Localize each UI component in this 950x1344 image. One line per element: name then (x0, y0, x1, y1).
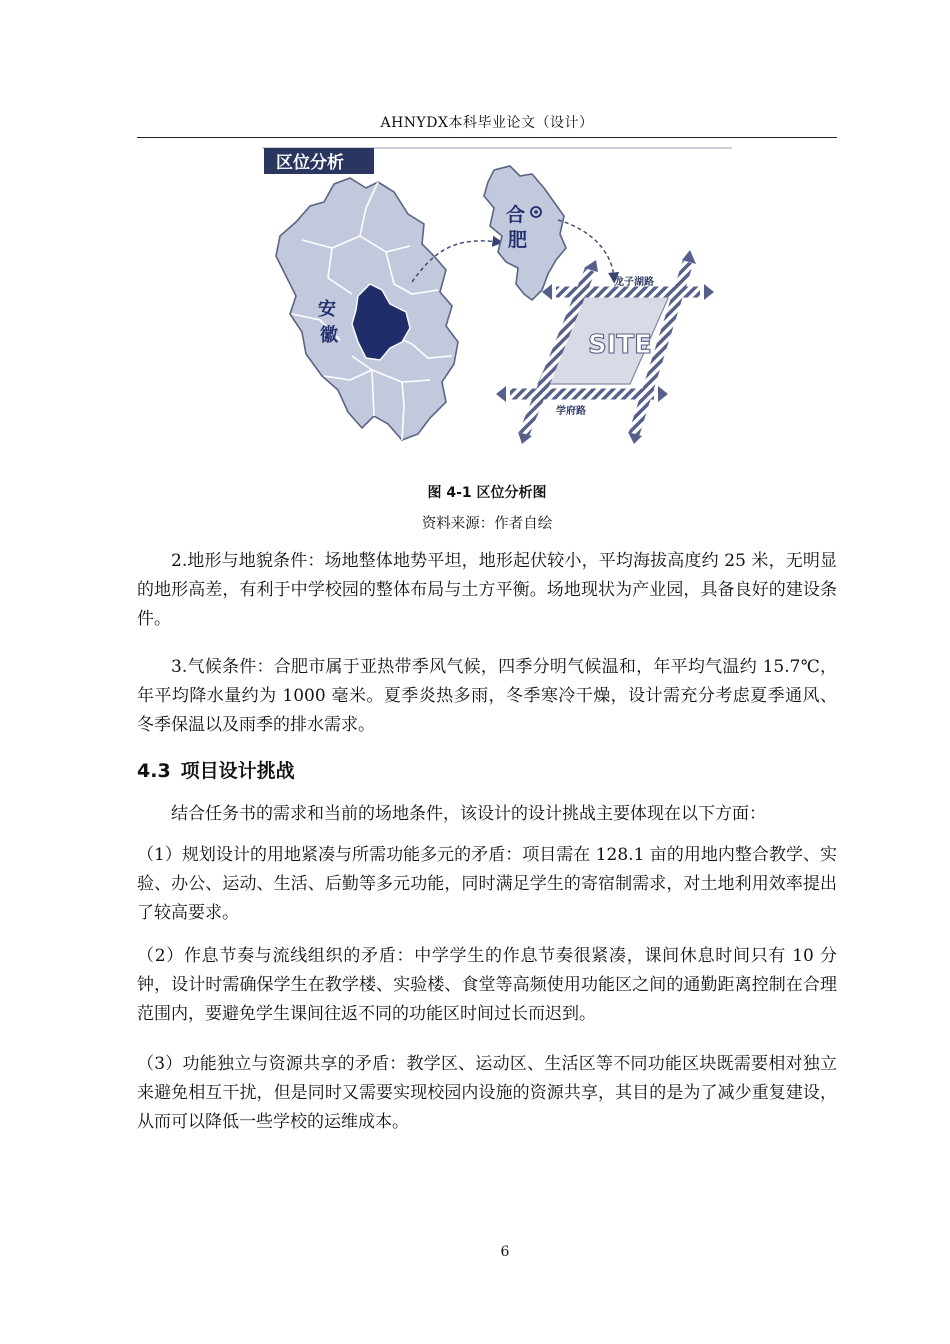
page-number: 6 (500, 1244, 510, 1260)
section-title: 项目设计挑战 (180, 760, 295, 782)
site-label: SITE (588, 330, 652, 360)
road-label-south: 学府路 (556, 406, 586, 417)
list-item-1: （1）规划设计的用地紧凑与所需功能多元的矛盾：项目需在 128.1 亩的用地内整合教学、实验、办公、运动、生活、后勤等多元功能，同时满足学生的寄宿制需求，对土地利用效率提出了较高要求。 (137, 845, 837, 923)
figure-source: 资料来源：作者自绘 (421, 516, 553, 532)
location-map (262, 144, 742, 456)
location-analysis-figure (262, 144, 742, 456)
section-heading (137, 756, 295, 783)
province-label-an: 安 (318, 299, 336, 320)
city-label-fei: 肥 (508, 229, 528, 251)
running-header: AHNYDX本科毕业论文（设计） (380, 115, 594, 131)
paragraph-intro: 结合任务书的需求和当前的场地条件，该设计的设计挑战主要体现在以下方面： (171, 804, 766, 824)
banner-title: 区位分析 (276, 153, 344, 173)
city-label-he: 合 (506, 204, 526, 226)
paragraph-terrain: 2.地形与地貌条件：场地整体地势平坦，地形起伏较小，平均海拔高度约 25 米，无明显的地形高差，有利于中学校园的整体布局与土方平衡。场地现状为产业园，具备良好的建设条件。 (137, 551, 837, 629)
paragraph-climate: 3.气候条件：合肥市属于亚热带季风气候，四季分明气候温和，年平均气温约 15.7℃，年平均降水量约为 1000 毫米。夏季炎热多雨，冬季寒冷干燥，设计需充分考虑夏季通风、冬季保温以及雨季的排水需求。 (137, 657, 837, 735)
figure-caption: 图 4-1 区位分析图 (427, 485, 547, 501)
anhui-province-map (276, 178, 458, 440)
list-item-3: （3）功能独立与资源共享的矛盾：教学区、运动区、生活区等不同功能区块既需要相对独立来避免相互干扰，但是同时又需要实现校园内设施的资源共享，其目的是为了减少重复建设，从而可以降低一些学校的运维成本。 (137, 1054, 837, 1132)
section-number: 4.3 (137, 760, 171, 782)
province-label-hui: 徽 (320, 325, 338, 346)
hefei-city-map (484, 166, 566, 300)
header-rule (137, 137, 837, 138)
list-item-2: （2）作息节奏与流线组织的矛盾：中学学生的作息节奏很紧凑，课间休息时间只有 10 分钟，设计时需确保学生在教学楼、实验楼、食堂等高频使用功能区之间的通勤距离控制在合理范围内，要避免学生课间往返不同的功能区时间过长而迟到。 (137, 946, 837, 1024)
road-label-north: 龙子湖路 (614, 277, 654, 288)
